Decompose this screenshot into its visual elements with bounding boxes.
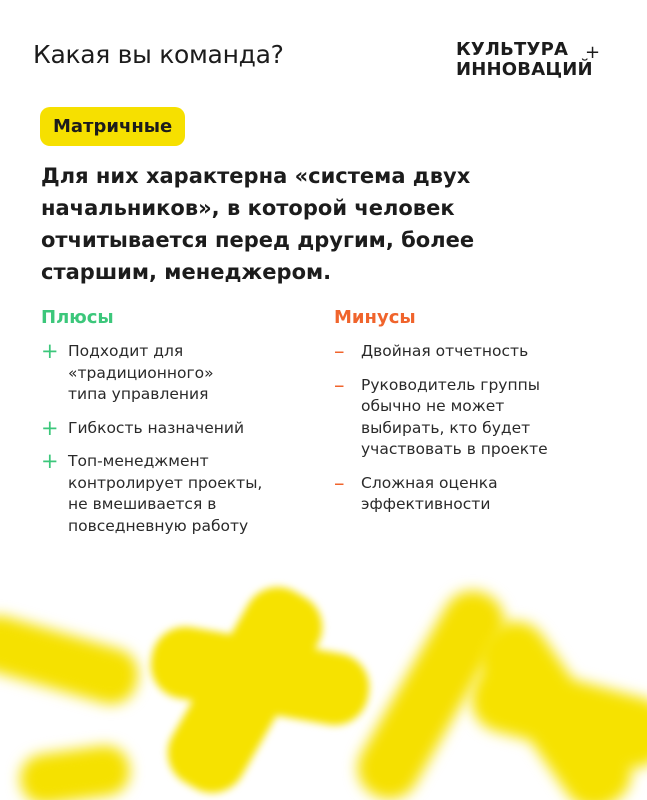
right-cross-shape [464, 609, 647, 800]
item-line: Двойная отчетность [361, 342, 529, 360]
pros-title: Плюсы [41, 307, 114, 328]
item-line: эффективности [361, 495, 491, 513]
category-tag: Матричные [40, 107, 185, 146]
logo [456, 39, 601, 80]
cons-item [334, 372, 624, 461]
item-line: участвовать в проекте [361, 440, 548, 458]
blurred-cross-decoration [0, 540, 647, 800]
minus-icon: – [334, 339, 345, 363]
plus-icon: + [41, 339, 59, 363]
item-line: Руководитель группы [361, 375, 540, 394]
pros-item [41, 451, 311, 537]
item-line: обычно не может [361, 397, 505, 415]
logo-plus-icon: + [585, 42, 601, 63]
item-line: Сложная оценка [361, 473, 498, 492]
plus-icon: + [41, 415, 59, 440]
cons-title: Минусы [334, 307, 416, 328]
item-line: повседневную работу [68, 516, 249, 535]
lead-text: Для них характерна «система двух начальников», в которой человек отчитывается перед другим, более старшим, менеджером. [41, 164, 475, 284]
cons-item [334, 470, 624, 516]
item-line: не вмешивается в [68, 495, 217, 513]
item-line: выбирать, кто будет [361, 418, 531, 437]
item-line: Топ-менеджмент [68, 452, 209, 470]
pros-item [41, 341, 311, 406]
pros-item [41, 415, 311, 440]
item-line: типа управления [68, 385, 209, 403]
logo-line-1: КУЛЬТУРА [456, 39, 569, 60]
cons-item [334, 341, 624, 363]
cons-column [334, 307, 624, 528]
item-line: «традиционного» [68, 363, 214, 382]
left-cross-shape [0, 610, 144, 800]
minus-icon: – [334, 372, 345, 397]
center-cross-shape [145, 575, 374, 800]
plus-icon: + [41, 449, 59, 473]
page-title: Какая вы команда? [33, 40, 284, 69]
item-line: Гибкость назначений [68, 418, 245, 437]
minus-icon: – [334, 470, 345, 495]
item-line: Подходит для [68, 342, 184, 360]
item-line: контролирует проекты, [68, 473, 263, 492]
logo-line-2: ИННОВАЦИЙ [456, 59, 593, 80]
pros-column [41, 307, 311, 549]
